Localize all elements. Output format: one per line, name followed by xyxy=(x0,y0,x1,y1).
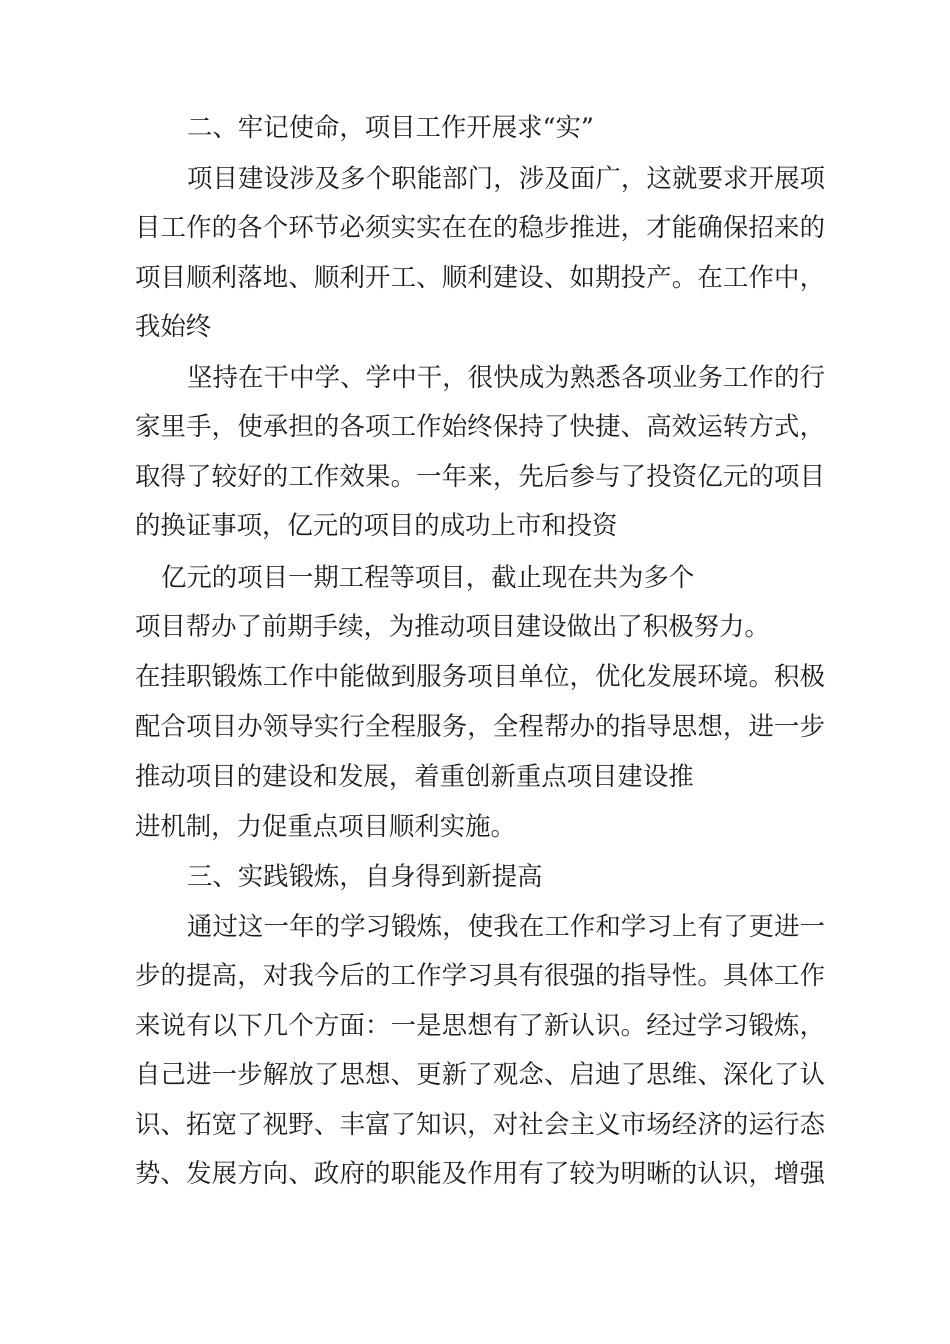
paragraph-line: 通过这一年的学习锻炼，使我在工作和学习上有了更进一 xyxy=(187,911,825,941)
paragraph-line: 项目帮办了前期手续，为推动项目建设做出了积极努力。 xyxy=(135,611,770,641)
paragraph-line: 我始终 xyxy=(135,311,212,341)
paragraph-line: 项目建设涉及多个职能部门，涉及面广，这就要求开展项 xyxy=(187,163,825,193)
paragraph-line: 取得了较好的工作效果。一年来，先后参与了投资亿元的项目 xyxy=(135,461,825,491)
paragraph-line: 家里手，使承担的各项工作始终保持了快捷、高效运转方式， xyxy=(135,411,825,441)
paragraph-line: 势、发展方向、政府的职能及作用有了较为明晰的认识，增强 xyxy=(135,1158,825,1188)
paragraph-line: 进机制，力促重点项目顺利实施。 xyxy=(135,811,516,841)
paragraph-line: 坚持在干中学、学中干，很快成为熟悉各项业务工作的行 xyxy=(187,362,825,392)
paragraph-line: 识、拓宽了视野、丰富了知识，对社会主义市场经济的运行态 xyxy=(135,1109,825,1139)
paragraph-line: 来说有以下几个方面：一是思想有了新认识。经过学习锻炼， xyxy=(135,1010,825,1040)
section-heading-2: 二、牢记使命，项目工作开展求“实” xyxy=(187,112,594,142)
section-heading-3: 三、实践锻炼，自身得到新提高 xyxy=(187,861,543,891)
paragraph-line: 步的提高，对我今后的工作学习具有很强的指导性。具体工作 xyxy=(135,960,825,990)
paragraph-line: 项目顺利落地、顺利开工、顺利建设、如期投产。在工作中， xyxy=(135,262,825,292)
paragraph-line: 的换证事项，亿元的项目的成功上市和投资 xyxy=(135,510,618,540)
paragraph-line: 推动项目的建设和发展，着重创新重点项目建设推 xyxy=(135,761,694,791)
paragraph-line: 目工作的各个环节必须实实在在的稳步推进，才能确保招来的 xyxy=(135,212,825,242)
paragraph-line: 在挂职锻炼工作中能做到服务项目单位，优化发展环境。积极 xyxy=(135,661,825,691)
paragraph-line: 自己进一步解放了思想、更新了观念、启迪了思维、深化了认 xyxy=(135,1059,825,1089)
paragraph-line: 配合项目办领导实行全程服务，全程帮办的指导思想，进一步 xyxy=(135,711,825,741)
paragraph-line: 亿元的项目一期工程等项目，截止现在共为多个 xyxy=(161,562,695,592)
